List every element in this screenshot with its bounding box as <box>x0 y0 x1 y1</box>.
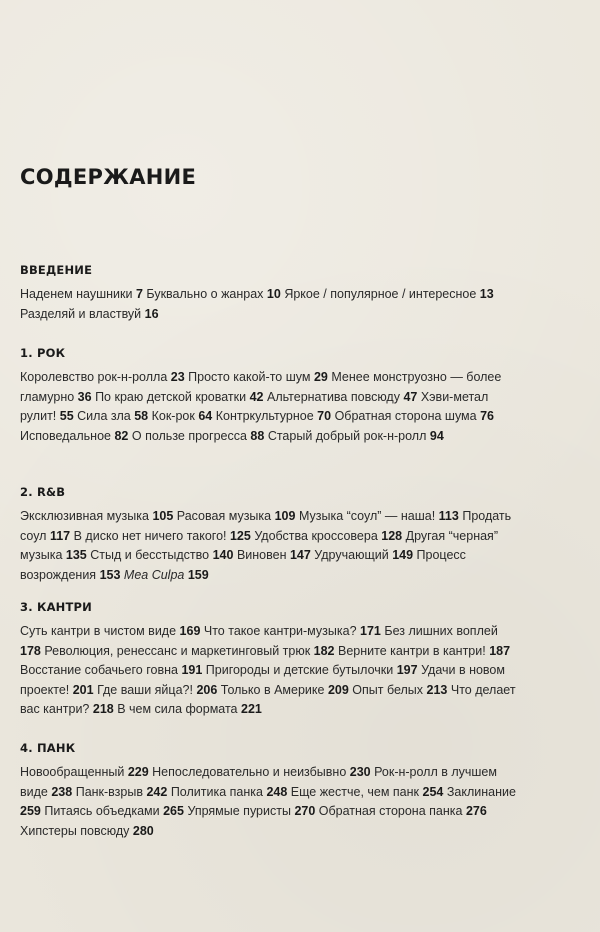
toc-entry-page: 187 <box>489 643 511 658</box>
section-heading: 1. РОК <box>20 346 66 360</box>
toc-entry-page: 109 <box>274 509 296 523</box>
toc-entry-page: 242 <box>146 784 168 799</box>
toc-entry-page: 276 <box>465 804 487 819</box>
toc-entry-page: 147 <box>289 548 311 563</box>
toc-entry-page: 47 <box>403 389 418 404</box>
toc-entry-title: Стыд и бесстыдство <box>90 548 210 563</box>
section-heading: 2. R&B <box>20 485 66 499</box>
section-rnb <box>20 485 585 585</box>
section-entries <box>20 368 520 446</box>
toc-entry-page: 209 <box>327 682 349 697</box>
toc-entry-title: Удручающий <box>314 548 389 563</box>
section-introduction <box>20 263 585 324</box>
toc-entry-page: 140 <box>212 548 234 563</box>
toc-entry-title: Пригороды и детские бутылочки <box>205 663 394 678</box>
toc-entry-title: Еще жестче, чем панк <box>290 784 420 799</box>
toc-entry-page: 94 <box>429 428 444 443</box>
toc-entry <box>95 390 263 404</box>
toc-entry <box>20 624 200 638</box>
toc-entry-title: Удачи в новом проекте! <box>20 663 505 697</box>
toc-entry <box>188 370 328 384</box>
toc-entry-title: Верните кантри в кантри! <box>338 643 486 658</box>
toc-entry <box>20 307 159 321</box>
toc-entry-page: 229 <box>127 765 149 779</box>
toc-entry-title: Разделяй и властвуй <box>20 306 142 321</box>
toc-entry-title: Яркое / популярное / интересное <box>284 287 477 301</box>
toc-entry-title: Буквально о жанрах <box>146 287 264 301</box>
toc-entry-page: 23 <box>170 370 185 384</box>
toc-entry-title: По краю детской кроватки <box>95 389 247 404</box>
toc-entry-page: 42 <box>249 389 264 404</box>
toc-entry <box>20 824 154 838</box>
toc-entry-title: Заклинание <box>446 784 516 799</box>
toc-entry-title: Где ваши яйца?! <box>97 682 193 697</box>
toc-entry <box>152 765 370 779</box>
toc-entry <box>335 409 494 423</box>
toc-entry-page: 238 <box>51 784 73 799</box>
toc-entry-page: 128 <box>381 528 403 543</box>
toc-entry <box>206 663 418 677</box>
toc-entry-page: 178 <box>20 643 41 658</box>
toc-entry-title: Расовая музыка <box>176 509 272 523</box>
toc-entry <box>216 409 331 423</box>
toc-entry-title: Альтернатива повсюду <box>266 389 400 404</box>
section-entries <box>20 507 520 585</box>
toc-entry-title: Другая “черная” музыка <box>20 528 498 563</box>
toc-entry-page: 36 <box>77 389 92 404</box>
toc-entry-page: 221 <box>241 702 262 717</box>
toc-entry-title: Панк-взрыв <box>75 784 143 799</box>
toc-entry-page: 182 <box>313 643 335 658</box>
toc-entry <box>20 429 128 443</box>
toc-entry-title: О пользе прогресса <box>131 428 247 443</box>
toc-entry <box>204 624 381 638</box>
toc-entry-page: 230 <box>349 765 371 779</box>
toc-entry <box>152 409 213 423</box>
section-heading: 3. КАНТРИ <box>20 600 92 614</box>
toc-entry <box>314 548 413 562</box>
toc-entry-page: 113 <box>438 509 459 523</box>
toc-entry-title: Что делает вас кантри? <box>20 682 516 717</box>
toc-entry-page: 7 <box>135 287 143 301</box>
toc-entry-page: 159 <box>187 567 209 582</box>
toc-entry-title: Сила зла <box>77 409 131 424</box>
toc-entry-page: 105 <box>152 509 174 523</box>
toc-entry-page: 248 <box>266 784 288 799</box>
toc-entry <box>268 429 444 443</box>
section-punk <box>20 741 585 841</box>
toc-entry-title: Виновен <box>236 548 287 563</box>
toc-entry-title: Менее монструозно — более гламурно <box>20 370 502 404</box>
toc-entry <box>20 765 149 779</box>
toc-entry-title: Просто какой-то шум <box>188 370 311 384</box>
toc-entry-title: Только в Америке <box>220 682 325 697</box>
section-rock <box>20 346 585 446</box>
toc-entry <box>319 804 487 818</box>
toc-entry-title: Что такое кантри-музыка? <box>203 624 357 638</box>
section-heading: 4. ПАНК <box>20 741 76 755</box>
toc-entry-title: Революция, ренессанс и маркетинговый трюк <box>44 643 311 658</box>
toc-entry-title: Упрямые пуристы <box>187 804 291 819</box>
toc-entry-title: Эксклюзивная музыка <box>20 509 149 523</box>
toc-entry-page: 125 <box>229 528 251 543</box>
toc-entry <box>117 702 262 716</box>
toc-entry-title: Рок-н-ролл в лучшем виде <box>20 765 497 799</box>
toc-entry-page: 254 <box>422 784 444 799</box>
toc-entry-page: 70 <box>317 409 332 424</box>
toc-entry-page: 280 <box>132 823 154 838</box>
toc-entry-title: В чем сила формата <box>117 702 238 717</box>
toc-entry-title: Опыт белых <box>352 682 424 697</box>
toc-entry-page: 64 <box>198 409 213 424</box>
toc-entry <box>44 644 334 658</box>
toc-entry-page: 149 <box>392 548 414 563</box>
toc-entry-title: Удобства кроссовера <box>254 528 378 543</box>
toc-entry-page: 82 <box>114 428 129 443</box>
toc-entry-page: 135 <box>65 548 87 563</box>
toc-entry-page: 55 <box>59 409 74 424</box>
toc-entry <box>291 785 444 799</box>
toc-entry-page: 117 <box>49 528 71 543</box>
toc-entry <box>267 390 417 404</box>
toc-entry-page: 201 <box>72 682 94 697</box>
toc-entry-page: 29 <box>313 370 328 384</box>
toc-entry-title: Восстание собачьего говна <box>20 663 178 678</box>
toc-entry-title: Политика панка <box>170 784 263 799</box>
toc-entry-page: 213 <box>426 682 448 697</box>
toc-entry-page: 88 <box>250 428 265 443</box>
toc-entry-page: 259 <box>20 804 41 819</box>
toc-entry-page: 10 <box>266 287 281 301</box>
toc-entry-title: Хипстеры повсюду <box>20 823 130 838</box>
toc-entry-title: Mea Culpa <box>123 567 185 582</box>
toc-entry <box>177 509 296 523</box>
toc-entry-page: 265 <box>163 804 184 819</box>
toc-entry <box>187 804 315 818</box>
toc-entry-title: Новообращенный <box>20 765 125 779</box>
toc-entry-title: Питаясь объедками <box>44 804 160 819</box>
toc-entry-page: 206 <box>196 682 218 697</box>
toc-entry <box>146 287 280 301</box>
toc-entry <box>97 683 217 697</box>
toc-entry <box>221 683 349 697</box>
section-entries <box>20 622 520 720</box>
section-heading: ВВЕДЕНИЕ <box>20 263 93 277</box>
toc-entry-title: В диско нет ничего такого! <box>73 528 227 543</box>
toc-entry-title: Без лишних воплей <box>384 624 498 638</box>
toc-entry-title: Музыка “соул” — наша! <box>298 509 436 523</box>
toc-entry-title: Обратная сторона шума <box>334 409 477 424</box>
toc-entry <box>44 804 184 818</box>
toc-entry <box>284 287 493 301</box>
toc-entry-title: Непоследовательно и неизбывно <box>152 765 347 779</box>
toc-entry-title: Старый добрый рок-н-ролл <box>267 428 427 443</box>
toc-entry <box>171 785 287 799</box>
toc-entry <box>124 568 209 582</box>
toc-entry <box>132 429 264 443</box>
toc-entry-page: 16 <box>144 306 159 321</box>
page-title: СОДЕРЖАНИЕ <box>20 165 197 189</box>
toc-entry <box>352 683 447 697</box>
toc-entry-title: Хэви-метал рулит! <box>20 389 489 424</box>
toc-entry-title: Кок-рок <box>151 409 195 424</box>
toc-entry <box>76 785 168 799</box>
toc-entry <box>299 509 459 523</box>
toc-entry-page: 153 <box>99 567 121 582</box>
section-entries <box>20 285 520 324</box>
toc-entry-page: 169 <box>179 624 201 638</box>
toc-entry <box>338 644 510 658</box>
toc-entry-page: 218 <box>92 702 114 717</box>
toc-entry <box>20 663 202 677</box>
toc-entry-page: 76 <box>480 409 494 424</box>
toc-entry <box>74 529 251 543</box>
toc-entry <box>90 548 233 562</box>
toc-entry <box>237 548 311 562</box>
toc-entry-title: Исповедальное <box>20 428 111 443</box>
toc-entry-page: 197 <box>396 663 418 678</box>
toc-entry-title: Процесс возрождения <box>20 548 466 582</box>
toc-entry-page: 13 <box>479 287 494 301</box>
toc-entry-title: Суть кантри в чистом виде <box>20 624 177 638</box>
toc-entry-title: Обратная сторона панка <box>318 804 463 819</box>
toc-entry <box>20 287 143 301</box>
toc-entry <box>77 409 148 423</box>
toc-entry-page: 270 <box>294 804 316 819</box>
toc-entry <box>254 529 402 543</box>
toc-entry-page: 171 <box>360 624 381 638</box>
section-entries <box>20 763 520 841</box>
toc-entry-page: 191 <box>181 663 203 678</box>
toc-entry-title: Королевство рок-н-ролла <box>20 370 168 384</box>
toc-entry-title: Контркультурное <box>215 409 314 424</box>
toc-entry <box>20 509 173 523</box>
toc-entry-title: Наденем наушники <box>20 287 133 301</box>
toc-entry-title: Продать соул <box>20 509 512 543</box>
toc-entry-page: 58 <box>134 409 149 424</box>
toc-entry <box>20 370 185 384</box>
section-country <box>20 600 585 720</box>
